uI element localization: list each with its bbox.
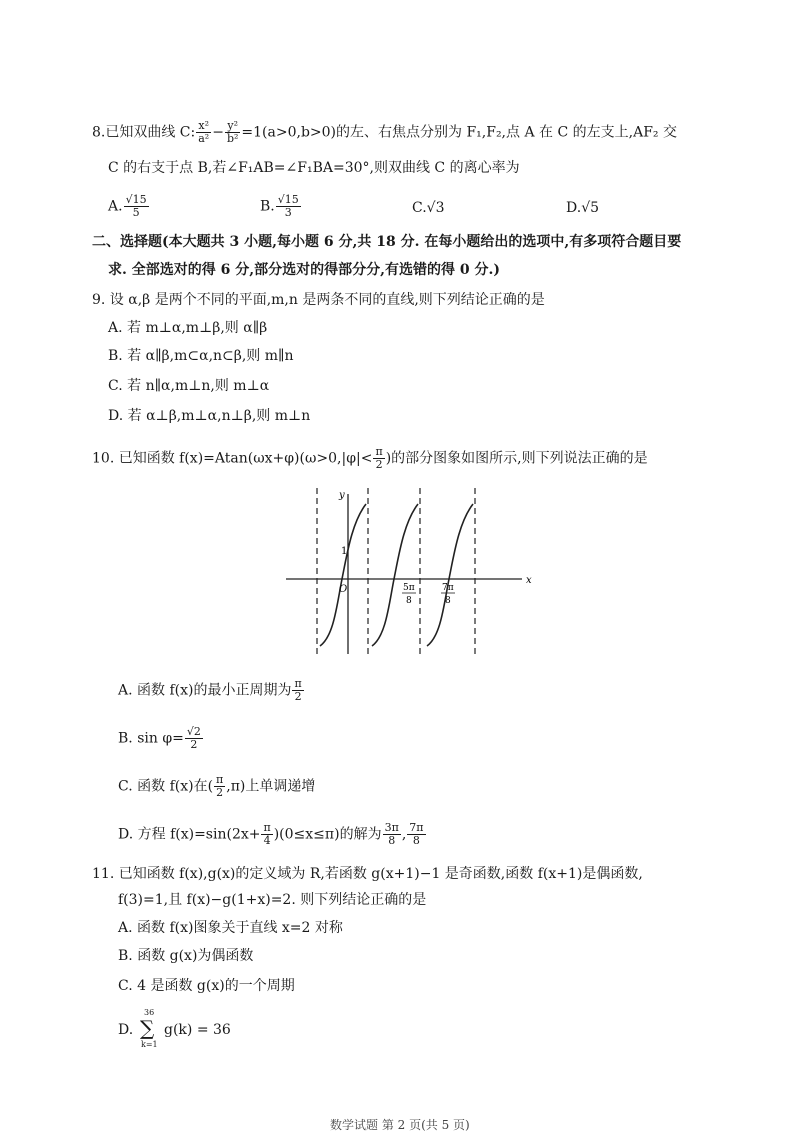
- q8-option-b-frac: $\frac{√15}{3}$: [277, 193, 299, 219]
- tick-5pi8-den: 8: [406, 596, 412, 606]
- q10-stem: 10. 已知函数 f(x)=Atan(ωx+φ)(ω>0,|φ|< $\frac{\pi}{2}$ )的部分图象如图所示,则下列说法正确的是: [92, 445, 648, 471]
- q8-frac-y: $\frac{\text{y²}}{\text{b²}}$: [226, 119, 239, 145]
- page-footer: 数学试题 第 2 页(共 5 页): [330, 1118, 470, 1132]
- q10-option-b-frac: $\frac{√2}{2}$: [186, 725, 201, 751]
- q11-option-a: A. 函数 f(x)图象关于直线 x=2 对称: [118, 920, 343, 936]
- tick-5pi8-num: 5π: [403, 583, 415, 593]
- q8-frac-x: $\frac{\text{x²}}{\text{a²}}$: [198, 119, 210, 145]
- q10-option-c-frac: $\frac{\pi}{2}$: [216, 773, 224, 799]
- q10-option-d-frac: $\frac{\pi}{4}$: [263, 821, 271, 847]
- q10-option-d: D. 方程 f(x)=sin(2x+ $\frac{\pi}{4}$ )(0≤x≤π)的解为 $\frac{3\pi}{8}$ , $\frac{7\pi}{8}$: [118, 821, 424, 847]
- tangent-graph: [282, 486, 552, 656]
- q9-stem: 9. 设 α,β 是两个不同的平面,m,n 是两条不同的直线,则下列结论正确的是: [92, 292, 545, 308]
- q11-option-c: C. 4 是函数 g(x)的一个周期: [118, 978, 295, 994]
- q8-stem-start: 已知双曲线 C:: [105, 124, 196, 141]
- tan-branch-3: [427, 504, 473, 646]
- sum-lower: k=1: [141, 1040, 158, 1049]
- y-tick-1: 1: [341, 546, 348, 557]
- q11-stem-line1: 11. 已知函数 f(x),g(x)的定义域为 R,若函数 g(x+1)−1 是奇函数,函数 f(x+1)是偶函数,: [92, 866, 643, 882]
- tick-7pi8-num: 7π: [442, 583, 454, 593]
- q8-option-d: D.√5: [566, 200, 600, 216]
- q9-option-d: D. 若 α⊥β,m⊥α,n⊥β,则 m⊥n: [108, 408, 311, 424]
- q8-stem-line2: C 的右支于点 B,若∠F₁AB=∠F₁BA=30°,则双曲线 C 的离心率为: [108, 160, 520, 176]
- q11-stem-line2: f(3)=1,且 f(x)−g(1+x)=2. 则下列结论正确的是: [118, 892, 427, 908]
- tan-branch-2: [372, 504, 418, 646]
- origin-label: O: [339, 584, 348, 595]
- tick-7pi8-den: 8: [445, 596, 451, 606]
- section2-line1: [92, 232, 681, 252]
- y-axis-label: y: [339, 490, 345, 501]
- q8-option-c: C.√3: [412, 200, 445, 216]
- q8-option-a-frac: $\frac{√15}{5}$: [125, 193, 147, 219]
- q10-option-a: A. 函数 f(x)的最小正周期为 $\frac{\pi}{2}$: [118, 677, 302, 703]
- q9-option-b: B. 若 α∥β,m⊂α,n⊂β,则 m∥n: [108, 348, 294, 364]
- q8-option-a: A. $\frac{√15}{5}$: [108, 193, 147, 219]
- q8-number: 8.: [92, 124, 106, 141]
- q8-stem-line1: 8.已知双曲线 C: $\frac{\text{x²}}{\text{a²}}$ − $\frac{\text{y²}}{\text{b²}}$ =1(a>0,b>0)的左、右焦点分别为 F₁,F₂,点 A 在 C 的左支上,AF₂ 交: [92, 119, 677, 145]
- q8-stem-rest: =1(a>0,b>0)的左、右焦点分别为 F₁,F₂,点 A 在 C 的左支上,AF₂ 交: [241, 124, 677, 141]
- section2-title: 二、选择题: [92, 234, 162, 250]
- q10-option-c: C. 函数 f(x)在( $\frac{\pi}{2}$ ,π)上单调递增: [118, 773, 316, 799]
- q9-option-c: C. 若 n∥α,m⊥n,则 m⊥α: [108, 378, 270, 394]
- section2-desc1: (本大题共 3 小题,每小题 6 分,共 18 分. 在每小题给出的选项中,有多项符合题目要: [162, 234, 682, 250]
- section2-desc2: 求. 全部选对的得 6 分,部分选对的得部分分,有选错的得 0 分.): [108, 262, 500, 278]
- tan-branch-1: [320, 504, 366, 646]
- q8-option-b: B. $\frac{√15}{3}$: [260, 193, 299, 219]
- x-axis-label: x: [526, 575, 532, 586]
- exam-page: 8.已知双曲线 C: $\frac{\text{x²}}{\text{a²}}$ − $\frac{\text{y²}}{\text{b²}}$ =1(a>0,b>0)的左、右焦点分别为 F₁,F₂,点 A 在 C 的左支上,AF₂ 交 C 的右支于点 B,若∠F₁AB=∠F₁BA=30°,则双曲线 C 的离心率为 A. $\frac{√15}{5}$ B. $\frac{√15}{3}$ C.√3 D.√5 二、选择题(本大题共 3 小题,每小题 6 分,共 18 分. 在每小题给出的选项中,有多项符合题目要 求. 全部选对的得 6 分,部分选对的得部分分,有选错的得 0 分.) 9. 设 α,β 是两个不同的平面,m,n 是两条不同的直线,则下列结论正确的是 A. 若 m⊥α,m⊥β,则 α∥β B. 若 α∥β,m⊂α,n⊂β,则 m∥n C. 若 n∥α,m⊥n,则 m⊥α D. 若 α⊥β,m⊥α,n⊥β,则 m⊥n 10. 已知函数 f(x)=Atan(ωx+φ)(ω>0,|φ|< $\frac{\pi}{2}$ )的部分图象如图所示,则下列说法正确的是 y x O 1 5π 8 7π 8 A. 函数 f(x)的最小正周期为 $\frac{\pi}{2}$ B. sin φ= $\frac{√2}{2}$ C. 函数 f(x)在( $\frac{\pi}{2}$ ,π)上单调递增 D. 方程 f(x)=sin(2x+ $\frac{\pi}{4}$ )(0≤x≤π)的解为 $\frac{3\pi}{8}$ , $\frac{7\pi}{8}$ 11. 已知函数 f(x),g(x)的定义域为 R,若函数 g(x+1)−1 是奇函数,函数 f(x+1)是偶函数, f(3)=1,且 f(x)−g(1+x)=2. 则下列结论正确的是 A. 函数 f(x)图象关于直线 x=2 对称 B. 函数 g(x)为偶函数 C. 4 是函数 g(x)的一个周期 D. 36 ∑ k=1 g(k) = 36 数学试题 第 2 页(共 5 页): [92, 119, 682, 1132]
- sum-symbol: ∑: [140, 1016, 155, 1040]
- q10-option-b: B. sin φ= $\frac{√2}{2}$: [118, 725, 201, 751]
- sum-upper: 36: [144, 1008, 155, 1017]
- q10-stem-frac: $\frac{\pi}{2}$: [375, 445, 383, 471]
- q10-option-a-frac: $\frac{\pi}{2}$: [294, 677, 302, 703]
- q10-option-d-sol2: $\frac{7\pi}{8}$: [409, 821, 424, 847]
- q11-option-b: B. 函数 g(x)为偶函数: [118, 948, 254, 964]
- q9-option-a: A. 若 m⊥α,m⊥β,则 α∥β: [108, 320, 268, 336]
- q10-option-d-sol1: $\frac{3\pi}{8}$: [384, 821, 399, 847]
